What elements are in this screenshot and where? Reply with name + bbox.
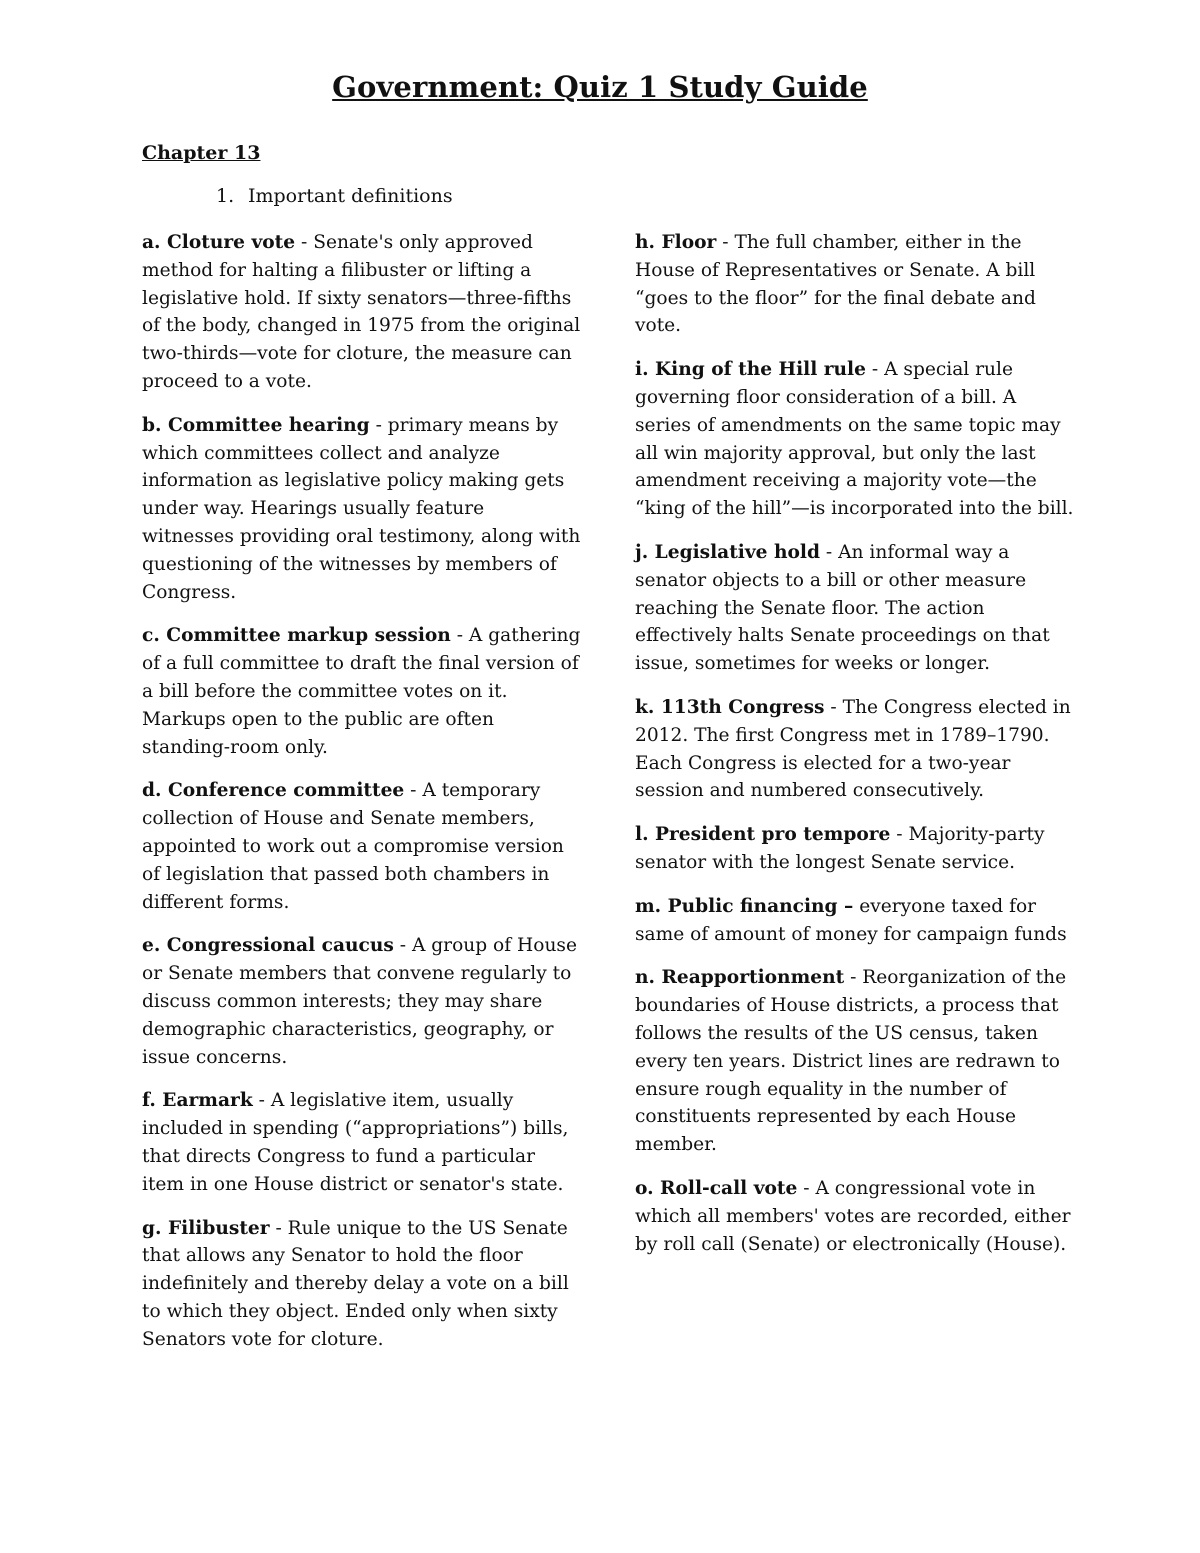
- definition-text: An informal way a senator objects to a bill or other measure reaching the Senate floor. The action effectively halts Senate proceedings on that issue, sometimes for weeks or longer.: [635, 541, 1050, 675]
- definition-entry: [635, 229, 1075, 340]
- definition-text: Senate's only approved method for halting a filibuster or lifting a legislative hold. If sixty senators—three-fifths of the body, changed in 1975 from the original two-thirds—vote for cloture, the measure can proceed to a vote.: [142, 232, 581, 392]
- definition-text: A special rule governing floor consideration of a bill. A series of amendments on the same topic may all win majority approval, but only the last amendment receiving a majority vote—the “king of the hill”—is incorporated into the bill.: [635, 359, 1074, 520]
- definition-entry: [635, 964, 1075, 1159]
- definition-term: g. Filibuster: [142, 1217, 270, 1239]
- definition-text: Majority-party senator with the longest Senate service.: [635, 824, 1045, 873]
- definition-separator: -: [797, 1177, 816, 1199]
- definition-entry: [635, 1175, 1075, 1258]
- section-heading: [216, 185, 453, 207]
- definitions-left-column: [142, 229, 582, 1369]
- definition-term: a. Cloture vote: [142, 232, 296, 253]
- definition-term: o. Roll-call vote: [635, 1177, 798, 1199]
- definition-term: h. Floor: [635, 232, 717, 253]
- definition-entry: [142, 1215, 582, 1354]
- definition-entry: [142, 622, 582, 761]
- definition-text: everyone taxed for same of amount of money for campaign funds: [635, 895, 1067, 945]
- definition-text: The full chamber, either in the House of Representatives or Senate. A bill “goes to the floor” for the final debate and vote.: [635, 232, 1036, 337]
- definition-term: f. Earmark: [142, 1090, 253, 1112]
- definition-text: The Congress elected in 2012. The first Congress met in 1789–1790. Each Congress is elected for a two-year session and numbered consecutively.: [635, 696, 1071, 802]
- definition-separator: -: [295, 232, 314, 253]
- definition-entry: [142, 412, 582, 607]
- definition-term: c. Committee markup session: [142, 625, 451, 647]
- definition-entry: [635, 539, 1075, 678]
- definition-separator: -: [252, 1090, 271, 1112]
- definition-separator: -: [824, 696, 843, 718]
- definition-entry: [635, 356, 1075, 523]
- section-number: 1.: [216, 185, 235, 207]
- definition-term: e. Congressional caucus: [142, 935, 394, 957]
- definition-text: Rule unique to the US Senate that allows any Senator to hold the floor indefinitely and thereby delay a vote on a bill to which they object. Ended only when sixty Senators vote for cloture.: [142, 1217, 569, 1350]
- definition-entry: [635, 821, 1075, 877]
- definition-entry: [635, 893, 1075, 949]
- definition-term: j. Legislative hold: [635, 541, 820, 563]
- definition-separator: -: [404, 780, 423, 802]
- definitions-right-column: [635, 229, 1075, 1274]
- definition-term: b. Committee hearing: [142, 414, 370, 436]
- definition-separator: -: [890, 824, 909, 846]
- definition-term: l. President pro tempore: [635, 824, 891, 846]
- definition-text: A congressional vote in which all members' votes are recorded, either by roll call (Senate) or electronically (House).: [635, 1177, 1071, 1255]
- definition-separator: -: [369, 414, 388, 436]
- definition-term: k. 113th Congress: [635, 696, 825, 718]
- definition-separator: -: [393, 935, 412, 957]
- definition-text: A group of House or Senate members that convene regularly to discuss common interests; they may share demographic characteristics, geography, or issue concerns.: [142, 935, 577, 1068]
- document-title: Government: Quiz 1 Study Guide: [332, 70, 868, 104]
- definition-separator: -: [819, 541, 839, 563]
- definition-separator: -: [450, 625, 469, 647]
- definition-entry: [142, 229, 582, 396]
- definition-term: i. King of the Hill rule: [635, 359, 866, 381]
- definition-separator: -: [844, 967, 863, 989]
- definition-entry: [142, 1087, 582, 1198]
- definition-term: m. Public financing –: [635, 895, 854, 917]
- definition-term: n. Reapportionment: [635, 967, 845, 989]
- section-label: Important definitions: [248, 185, 453, 207]
- definition-separator: -: [269, 1217, 288, 1239]
- definition-text: primary means by which committees collect and analyze information as legislative policy making gets under way. Hearings usually feature witnesses providing oral testimony, along with questioning of the witnesses by members of Congress.: [142, 414, 581, 603]
- definition-entry: [142, 777, 582, 916]
- definition-separator: -: [865, 359, 885, 381]
- definition-text: A legislative item, usually included in spending (“appropriations”) bills, that directs Congress to fund a particular item in one House district or senator's state.: [142, 1090, 569, 1195]
- definition-text: A gathering of a full committee to draft the final version of a bill before the committee votes on it. Markups open to the public are often standing-room only.: [142, 625, 581, 758]
- definition-text: Reorganization of the boundaries of House districts, a process that follows the results of the US census, taken every ten years. District lines are redrawn to ensure rough equality in the number of constituents represented by each House member.: [635, 967, 1067, 1156]
- definition-separator: -: [716, 232, 735, 253]
- definition-term: d. Conference committee: [142, 780, 405, 802]
- chapter-heading: Chapter 13: [142, 142, 261, 164]
- definition-text: A temporary collection of House and Senate members, appointed to work out a compromise version of legislation that passed both chambers in different forms.: [142, 780, 564, 913]
- definition-entry: [142, 932, 582, 1071]
- definition-entry: [635, 694, 1075, 805]
